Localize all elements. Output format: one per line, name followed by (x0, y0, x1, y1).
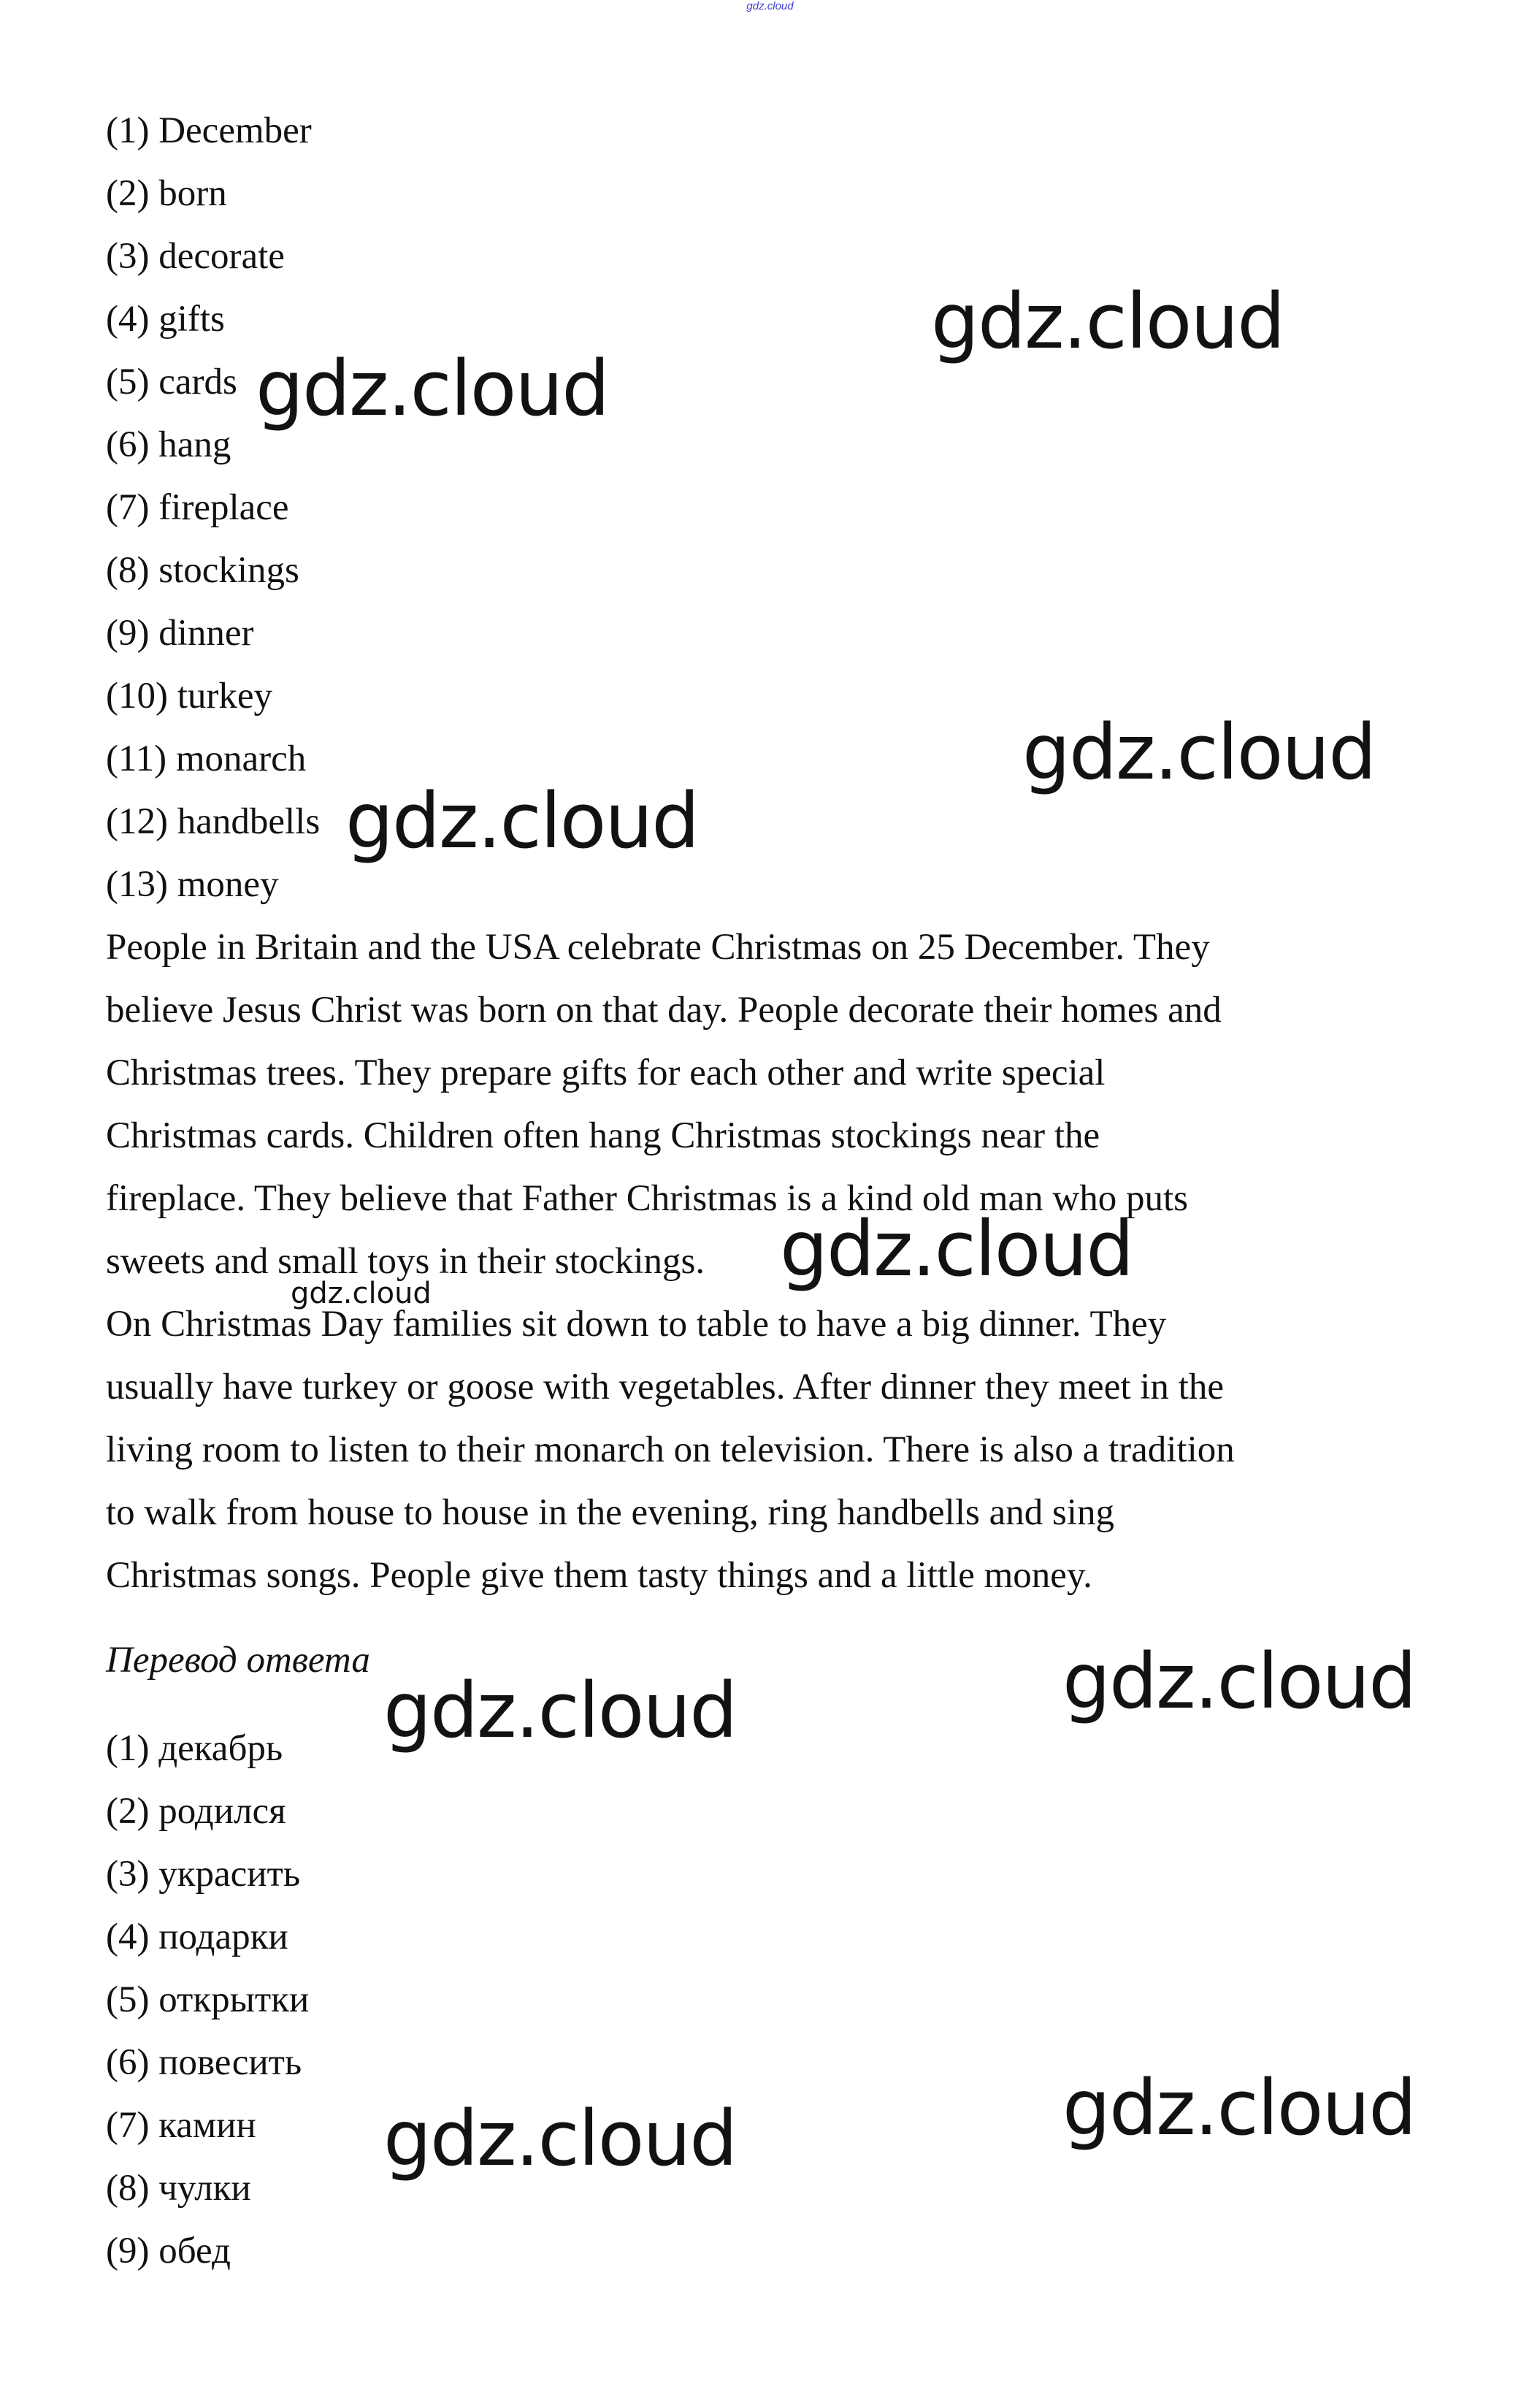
watermark: gdz.cloud (931, 277, 1284, 366)
watermark: gdz.cloud (1022, 708, 1376, 797)
answer-item: (13) money (106, 864, 279, 905)
answer-item: (1) December (106, 110, 312, 151)
text-line: People in Britain and the USA celebrate Christmas on 25 December. They (106, 927, 1210, 968)
header-watermark: gdz.cloud (746, 0, 794, 12)
text-line: sweets and small toys in their stockings. (106, 1241, 705, 1282)
text-line: On Christmas Day families sit down to table to have a big dinner. They (106, 1304, 1167, 1345)
answer-item: (6) hang (106, 424, 231, 465)
answer-item: (12) handbells (106, 801, 321, 842)
translation-item: (3) украсить (106, 1854, 301, 1895)
translation-item: (6) повесить (106, 2042, 302, 2083)
text-line: Christmas songs. People give them tasty things and a little money. (106, 1555, 1092, 1596)
watermark-small: gdz.cloud (291, 1277, 432, 1310)
text-line: Christmas trees. They prepare gifts for each other and write special (106, 1052, 1106, 1093)
translation-heading: Перевод ответа (106, 1640, 370, 1681)
text-line: usually have turkey or goose with vegetables. After dinner they meet in the (106, 1367, 1224, 1407)
answer-item: (2) born (106, 173, 227, 214)
answer-item: (9) dinner (106, 613, 254, 654)
translation-item: (1) декабрь (106, 1728, 283, 1769)
translation-item: (2) родился (106, 1791, 286, 1832)
text-line: fireplace. They believe that Father Christmas is a kind old man who puts (106, 1178, 1188, 1219)
translation-item: (9) обед (106, 2231, 231, 2271)
answer-item: (3) decorate (106, 236, 285, 277)
watermark: gdz.cloud (1062, 2063, 1416, 2152)
watermark: gdz.cloud (1062, 1637, 1416, 1726)
text-line: to walk from house to house in the evening, ring handbells and sing (106, 1492, 1115, 1533)
answer-item: (11) monarch (106, 738, 307, 779)
watermark: gdz.cloud (383, 2094, 737, 2183)
watermark: gdz.cloud (345, 776, 699, 866)
answer-item: (7) fireplace (106, 487, 289, 528)
answer-item: (5) cards (106, 362, 237, 402)
text-line: believe Jesus Christ was born on that day. People decorate their homes and (106, 990, 1222, 1031)
translation-item: (8) чулки (106, 2168, 251, 2209)
watermark: gdz.cloud (383, 1666, 737, 1755)
text-line: Christmas cards. Children often hang Christmas stockings near the (106, 1115, 1100, 1156)
text-line: living room to listen to their monarch on television. There is also a tradition (106, 1429, 1235, 1470)
translation-item: (7) камин (106, 2105, 256, 2146)
answer-item: (4) gifts (106, 299, 225, 340)
translation-item: (4) подарки (106, 1917, 288, 1957)
answer-item: (10) turkey (106, 676, 273, 717)
watermark: gdz.cloud (780, 1204, 1133, 1294)
answer-item: (8) stockings (106, 550, 299, 591)
watermark: gdz.cloud (256, 344, 609, 433)
translation-item: (5) открытки (106, 1979, 310, 2020)
